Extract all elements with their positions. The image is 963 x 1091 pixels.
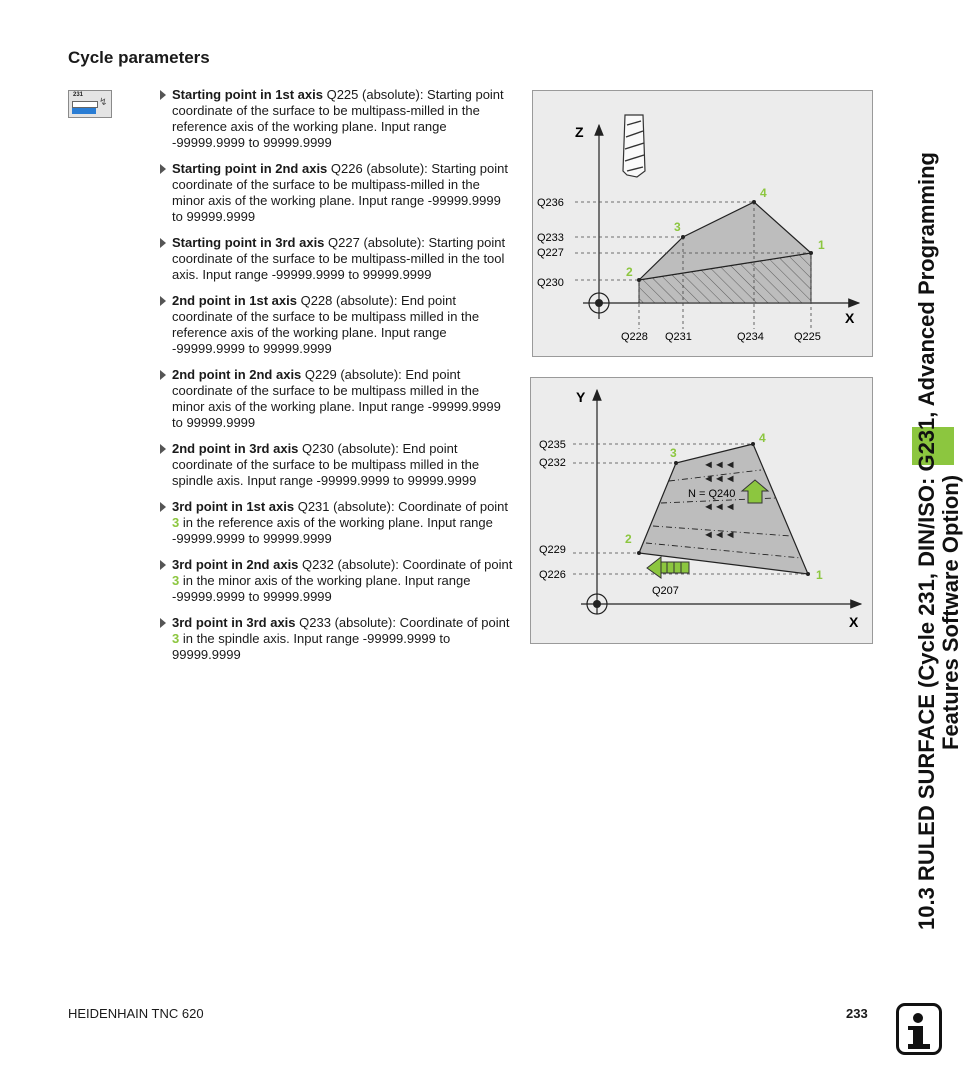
param-q225 (158, 87, 513, 151)
param-q232 (158, 557, 513, 605)
bullet-arrow-icon (160, 238, 166, 248)
param-desc-tail: in the reference axis of the working plane. Input range -99999.9999 to 99999.9999 (172, 515, 493, 546)
svg-text:◄◄◄: ◄◄◄ (703, 501, 736, 513)
param-q228 (158, 293, 513, 357)
point-3-label: 3 (674, 220, 681, 234)
param-q: Q233 (299, 615, 331, 630)
point-3-label: 3 (670, 446, 677, 460)
bullet-arrow-icon (160, 370, 166, 380)
page-number: 233 (846, 1006, 868, 1021)
param-q233 (158, 615, 513, 663)
param-q230 (158, 441, 513, 489)
figure-xy-view (530, 377, 873, 644)
param-q: Q232 (302, 557, 334, 572)
param-q229 (158, 367, 513, 431)
param-desc: (absolute): End point coordinate of the surface to be multipass milled in the reference axis of the working plane. Input range -99999.9999 to 99999.9999 (172, 293, 480, 356)
axis-x-label: X (849, 614, 859, 630)
parameter-list (158, 87, 513, 673)
param-label: 2nd point in 3rd axis (172, 441, 299, 456)
axis-z-label: Z (575, 124, 584, 140)
param-label: 3rd point in 1st axis (172, 499, 295, 514)
param-q: Q230 (302, 441, 334, 456)
label-q231: Q231 (665, 331, 692, 343)
param-label: 3rd point in 2nd axis (172, 557, 299, 572)
tool-icon: ↯ (99, 97, 108, 108)
info-icon (896, 1003, 942, 1055)
bullet-arrow-icon (160, 296, 166, 306)
footer-product: HEIDENHAIN TNC 620 (68, 1006, 204, 1021)
axis-y-label: Y (576, 389, 586, 405)
point-4-label: 4 (759, 431, 766, 445)
param-desc: (absolute): Coordinate of point (330, 615, 510, 630)
param-q: Q228 (300, 293, 333, 308)
bullet-arrow-icon (160, 164, 166, 174)
param-q226 (158, 161, 513, 225)
svg-text:◄◄◄: ◄◄◄ (703, 529, 736, 541)
label-q235: Q235 (539, 439, 566, 451)
param-desc: (absolute): Starting point coordinate of the surface to be multipass-milled in the minor axis of the working plane. Input range -99999.9999 to 99999.9999 (172, 161, 508, 224)
param-label: Starting point in 3rd axis (172, 235, 325, 250)
param-q: Q229 (304, 367, 337, 382)
cycle-231-softkey-icon (68, 90, 112, 118)
point-ref: 3 (172, 573, 180, 588)
point-1-label: 1 (818, 238, 825, 252)
label-q228: Q228 (621, 331, 648, 343)
feed-direction-icon (647, 557, 689, 578)
bullet-arrow-icon (160, 618, 166, 628)
svg-text:◄◄◄: ◄◄◄ (703, 473, 736, 485)
param-desc-tail: in the minor axis of the working plane. Input range -99999.9999 to 99999.9999 (172, 573, 471, 604)
param-q: Q226 (330, 161, 363, 176)
label-q229: Q229 (539, 544, 566, 556)
point-2-label: 2 (626, 265, 633, 279)
param-desc-tail: in the spindle axis. Input range -99999.9999 to 99999.9999 (172, 631, 451, 662)
param-desc: (absolute): Coordinate of point (329, 499, 509, 514)
label-q225: Q225 (794, 331, 821, 343)
info-icon-base (908, 1044, 930, 1049)
side-title-line-2: Features Software Option) (938, 474, 963, 750)
label-q233: Q233 (537, 232, 564, 244)
param-q: Q225 (326, 87, 359, 102)
datum-dot (593, 600, 601, 608)
param-q231 (158, 499, 513, 547)
point-ref: 3 (172, 631, 180, 646)
param-q: Q231 (297, 499, 330, 514)
axis-x-label: X (845, 310, 855, 326)
param-label: 3rd point in 3rd axis (172, 615, 296, 630)
label-q226: Q226 (539, 569, 566, 581)
bullet-arrow-icon (160, 502, 166, 512)
point-4-label: 4 (760, 186, 767, 200)
param-desc: (absolute): Coordinate of point (333, 557, 513, 572)
param-q: Q227 (328, 235, 360, 250)
info-icon-dot (913, 1013, 923, 1023)
datum-dot (595, 299, 603, 307)
milling-tool-icon (623, 115, 645, 177)
bullet-arrow-icon (160, 90, 166, 100)
bullet-arrow-icon (160, 560, 166, 570)
label-q234: Q234 (737, 331, 764, 343)
param-desc: (absolute): End point coordinate of the surface to be multipass milled in the minor axis of the working plane. Input range -99999.9999 to 99999.9999 (172, 367, 501, 430)
param-desc: (absolute): End point coordinate of the surface to be multipass milled in the spindle axis. Input range -99999.9999 to 99999.9999 (172, 441, 480, 488)
side-title-line-1: 10.3 RULED SURFACE (Cycle 231, DIN/ISO: G231, Advanced Programming (914, 152, 939, 930)
cycle-icon-surface (72, 101, 98, 108)
label-q207: Q207 (652, 585, 679, 597)
param-label: 2nd point in 2nd axis (172, 367, 302, 382)
label-q230: Q230 (537, 277, 564, 289)
label-q232: Q232 (539, 457, 566, 469)
param-desc: (absolute): Starting point coordinate of the surface to be multipass-milled in the tool axis. Input range -99999.9999 to 99999.9999 (172, 235, 506, 282)
param-q227 (158, 235, 513, 283)
point-1-label: 1 (816, 568, 823, 582)
label-q236: Q236 (537, 197, 564, 209)
bullet-arrow-icon (160, 444, 166, 454)
label-n-q240: N = Q240 (688, 488, 736, 500)
param-label: Starting point in 1st axis (172, 87, 323, 102)
cycle-number: 231 (73, 92, 84, 98)
param-label: 2nd point in 1st axis (172, 293, 297, 308)
cycle-icon-base (72, 108, 96, 114)
chapter-side-title (915, 30, 963, 930)
param-desc: (absolute): Starting point coordinate of the surface to be multipass-milled in the reference axis of the working plane. Input range -99999.9999 to 99999.9999 (172, 87, 504, 150)
figure-xz-view (532, 90, 873, 357)
section-heading: Cycle parameters (68, 48, 210, 67)
point-ref: 3 (172, 515, 180, 530)
svg-text:◄◄◄: ◄◄◄ (703, 459, 736, 471)
param-label: Starting point in 2nd axis (172, 161, 328, 176)
point-2-label: 2 (625, 532, 632, 546)
label-q227: Q227 (537, 247, 564, 259)
